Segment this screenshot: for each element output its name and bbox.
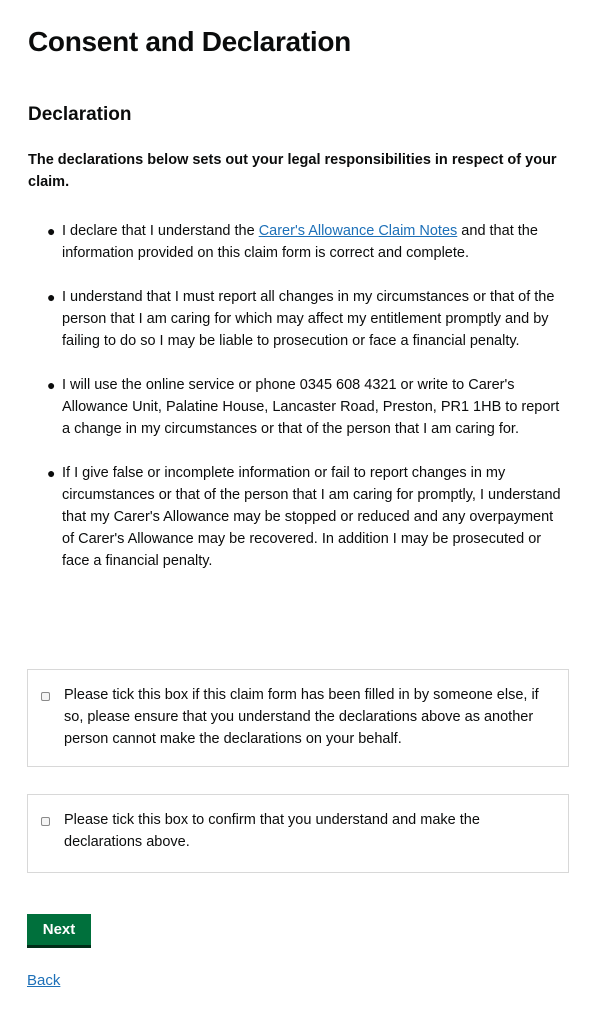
claim-notes-link[interactable]: Carer's Allowance Claim Notes xyxy=(258,223,458,239)
confirm-checkbox-label[interactable]: Please tick this box to confirm that you understand and make the declarations above. xyxy=(64,812,480,850)
declaration-item xyxy=(28,286,568,352)
confirm-checkbox[interactable] xyxy=(41,817,50,826)
declaration-item xyxy=(28,462,568,572)
page-title: Consent and Declaration xyxy=(28,26,351,57)
someone-else-checkbox-label[interactable]: Please tick this box if this claim form has been filled in by someone else, if so, please ensure that you understand the declarations above as another person cannot make the declarations on your behalf. xyxy=(64,687,539,747)
declaration-text: If I give false or incomplete information or fail to report changes in my circumstances or that of the person that I am caring for promptly, I understand that my Carer's Allowance may be stopped or reduced and any overpayment of Carer's Allowance may be recovered. In addition I may be prosecuted or face a financial penalty. xyxy=(62,465,561,569)
declaration-text: I understand that I must report all changes in my circumstances or that of the person that I am caring for which may affect my entitlement promptly and by failing to do so I may be liable to prosecution or face a financial penalty. xyxy=(62,289,555,349)
someone-else-checkbox-panel xyxy=(27,669,569,767)
bullet-icon: ● xyxy=(47,223,56,239)
intro-text: The declarations below sets out your legal responsibilities in respect of your claim. xyxy=(28,152,557,190)
bullet-icon: ● xyxy=(47,377,56,393)
declaration-text: I declare that I understand the xyxy=(62,223,259,239)
declaration-item xyxy=(28,374,568,440)
declaration-text: and that the information provided on this claim form is correct and complete. xyxy=(62,223,538,261)
someone-else-checkbox[interactable] xyxy=(41,692,50,701)
bullet-icon: ● xyxy=(47,465,56,481)
confirm-checkbox-panel xyxy=(27,794,569,873)
section-heading: Declaration xyxy=(28,104,132,125)
declaration-item xyxy=(28,220,568,264)
back-link[interactable]: Back xyxy=(27,972,61,989)
bullet-icon: ● xyxy=(47,289,56,305)
declaration-text: I will use the online service or phone 0345 608 4321 or write to Carer's Allowance Unit, Palatine House, Lancaster Road, Preston, PR1 1HB to report a change in my circumstances or that of the person that I am caring for. xyxy=(62,377,560,437)
next-button[interactable]: Next xyxy=(27,914,91,948)
declaration-list xyxy=(28,220,568,594)
